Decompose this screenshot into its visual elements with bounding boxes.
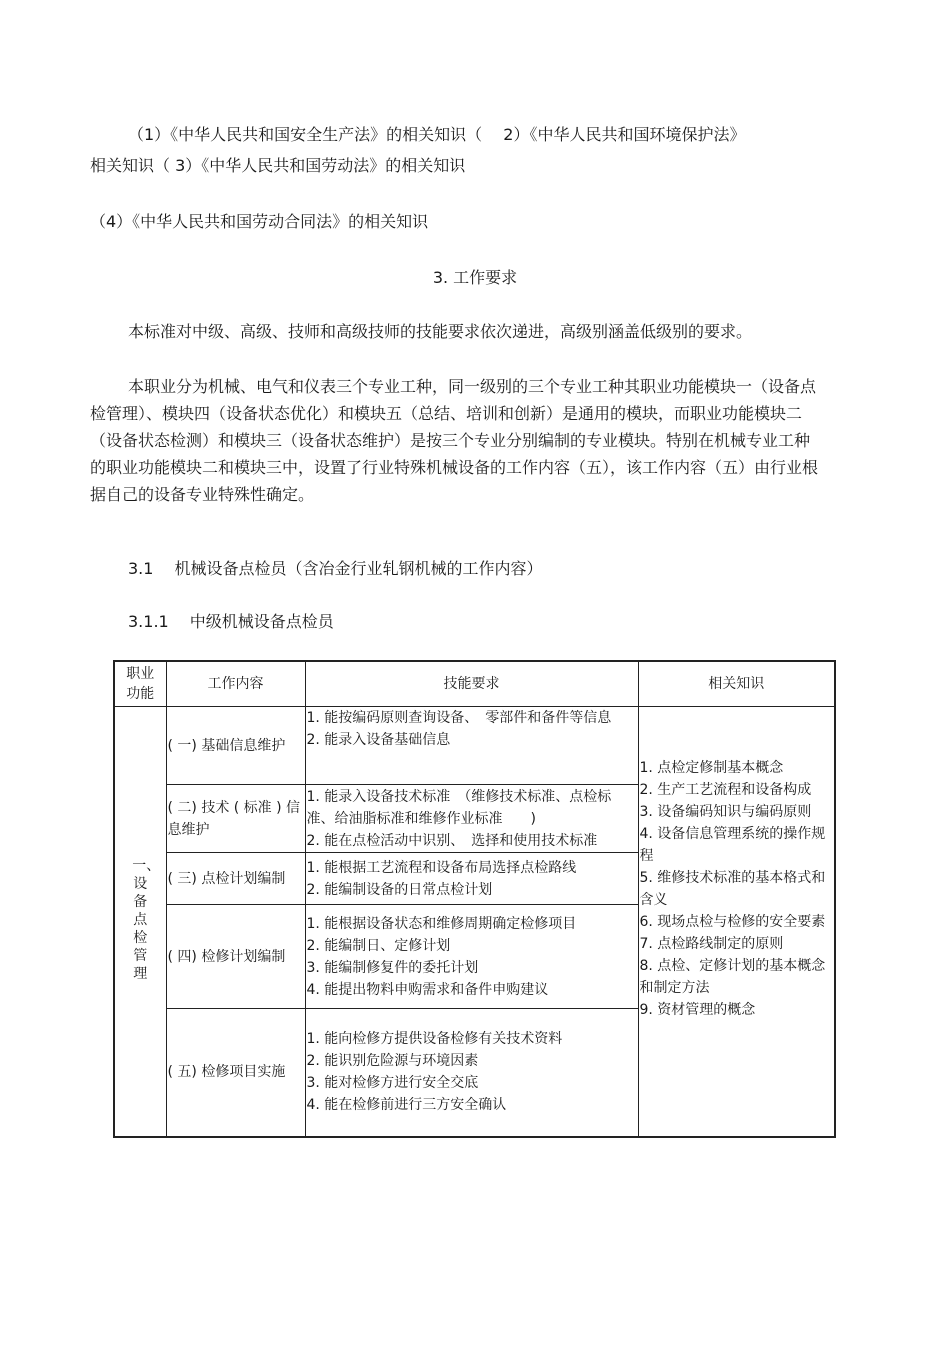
skill-cell (305, 707, 638, 785)
paragraph-laws-1-line2: 相关知识（ 3）《中华人民共和国劳动法》的相关知识 (90, 156, 466, 175)
skill-item: 2. 能录入设备基础信息 (306, 732, 451, 748)
skill-item: 2. 能编制设备的日常点检计划 (306, 881, 493, 898)
skill-cell (305, 785, 638, 853)
paragraph-laws-2: （4）《中华人民共和国劳动合同法》的相关知识 (90, 212, 429, 231)
content-cell: ( 三) 点检计划编制 (166, 853, 305, 905)
skill-item: 1. 能录入设备技术标准 （维修技术标准、点检标准、给油脂标准和维修作业标准 ) (306, 788, 612, 827)
header-knowledge: 相关知识 (638, 661, 835, 707)
table-header-row (114, 661, 835, 707)
knowledge-item: 2. 生产工艺流程和设备构成 (639, 782, 812, 798)
paragraph-standard: 本标准对中级、高级、技师和高级技师的技能要求依次递进，高级别涵盖低级别的要求。 (128, 322, 753, 341)
knowledge-item: 8. 点检、定修计划的基本概念和制定方法 (639, 958, 826, 996)
table-row (114, 707, 835, 785)
knowledge-item: 3. 设备编码知识与编码原则 (639, 804, 812, 820)
content-cell: ( 四) 检修计划编制 (166, 905, 305, 1009)
knowledge-item: 6. 现场点检与检修的安全要素 (639, 914, 826, 930)
skill-item: 1. 能向检修方提供设备检修有关技术资料 (306, 1031, 563, 1048)
paragraph-laws-1-line1: （1）《中华人民共和国安全生产法》的相关知识（ 2）《中华人民共和国环境保护法》 (128, 125, 746, 144)
skill-item: 1. 能按编码原则查询设备、 零部件和备件等信息 (306, 710, 612, 726)
header-skill: 技能要求 (305, 661, 638, 707)
skill-item: 2. 能编制日、定修计划 (306, 937, 451, 954)
skill-cell (305, 905, 638, 1009)
content-cell: ( 二) 技术 ( 标准 ) 信息维护 (166, 785, 305, 853)
skill-item: 4. 能在检修前进行三方安全确认 (306, 1097, 507, 1114)
skill-item: 2. 能在点检活动中识别、 选择和使用技术标准 (306, 832, 598, 849)
skill-item: 1. 能根据工艺流程和设备布局选择点检路线 (306, 859, 577, 876)
skill-cell (305, 1009, 638, 1137)
knowledge-item: 4. 设备信息管理系统的操作规程 (639, 826, 826, 864)
paragraph-occupation: 本职业分为机械、电气和仪表三个专业工种，同一级别的三个专业工种其职业功能模块一（设备点检管理）、模块四（设备状态优化）和模块五（总结、培训和创新）是通用的模块，而职业功能模块二（设备状态检测）和模块三（设备状态维护）是按三个专业分别编制的专业模块。特别在机械专业工种的职业功能模块二和模块三中，设置了行业特殊机械设备的工作内容（五），该工作内容（五）由行业根据自己的设备专业特殊性确定。 (90, 377, 819, 504)
heading-3-1-1: 3.1.1 中级机械设备点检员 (128, 612, 334, 631)
knowledge-item: 1. 点检定修制基本概念 (639, 760, 784, 776)
skill-cell (305, 853, 638, 905)
skill-item: 2. 能识别危险源与环境因素 (306, 1053, 479, 1070)
knowledge-item: 7. 点检路线制定的原则 (639, 936, 784, 952)
header-content: 工作内容 (166, 661, 305, 707)
knowledge-cell (638, 707, 835, 1137)
function-name: 一、设备点检管理 (132, 858, 161, 983)
heading-3-1: 3.1 机械设备点检员（含冶金行业轧钢机械的工作内容） (128, 559, 543, 578)
skill-item: 3. 能编制修复件的委托计划 (306, 959, 479, 976)
content-cell: ( 五) 检修项目实施 (166, 1009, 305, 1137)
skill-item: 3. 能对检修方进行安全交底 (306, 1075, 479, 1092)
paragraph-laws-1 (90, 122, 850, 178)
knowledge-item: 9. 资材管理的概念 (639, 1002, 756, 1018)
content-cell: ( 一) 基础信息维护 (166, 707, 305, 785)
skill-item: 1. 能根据设备状态和维修周期确定检修项目 (306, 915, 577, 932)
function-cell (114, 707, 166, 1137)
header-function: 职业功能 (114, 661, 166, 707)
knowledge-item: 5. 维修技术标准的基本格式和含义 (639, 870, 826, 908)
heading-work-requirements: 3. 工作要求 (432, 268, 518, 287)
skill-item: 4. 能提出物料申购需求和备件申购建议 (306, 981, 549, 998)
skills-table (113, 660, 836, 1138)
